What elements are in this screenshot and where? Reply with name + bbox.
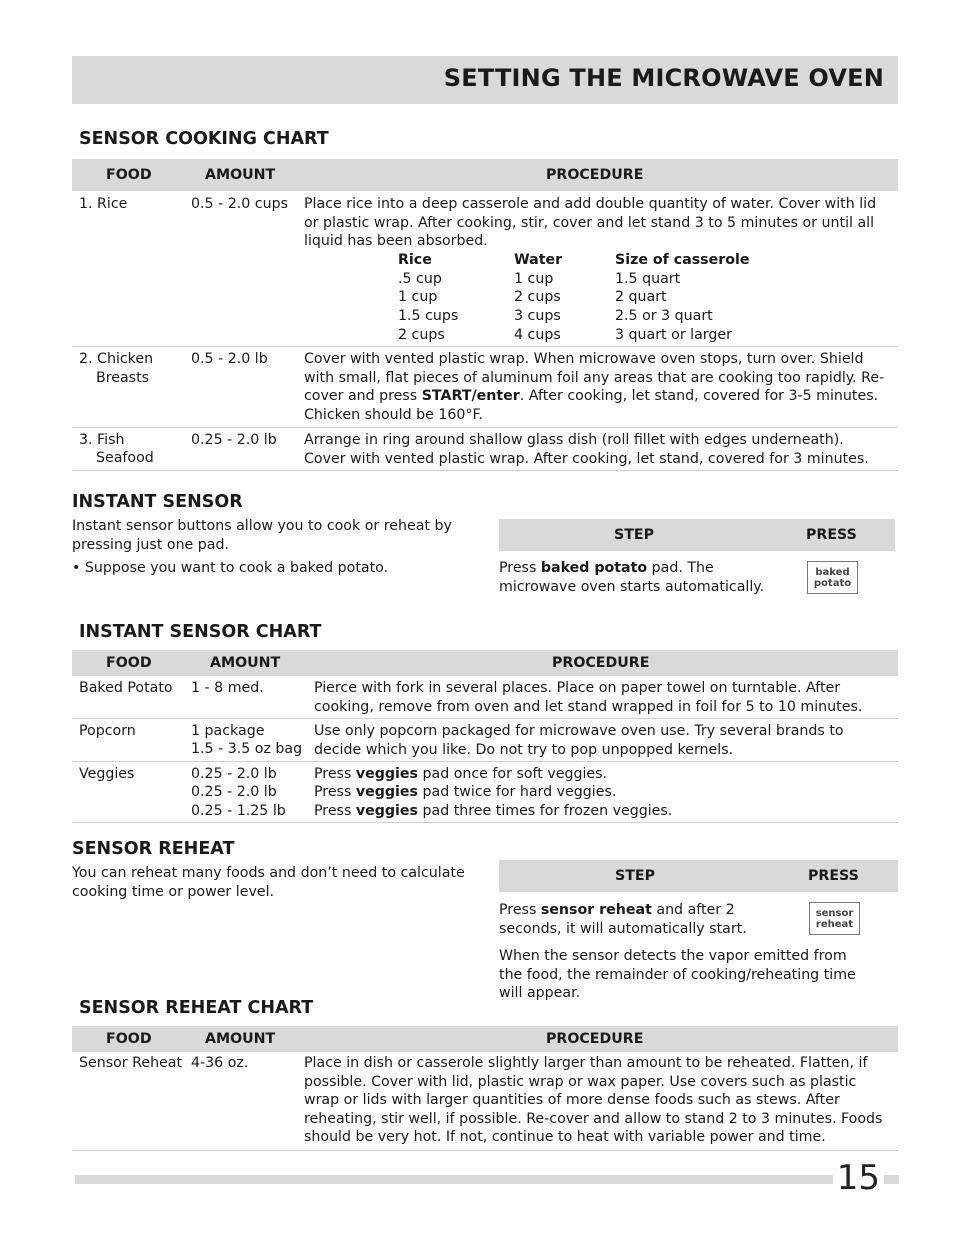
popcorn-procedure: Use only popcorn packaged for microwave oven use. Try several brands to decide which you like. Do not try to pop unpopped kernels.	[314, 723, 844, 758]
rice-table-cell: .5 cup	[398, 271, 442, 287]
sensor-reheat-note: When the sensor detects the vapor emitted from the food, the remainder of cooking/reheating time will appear.	[499, 948, 856, 1002]
sensor-reheat-step: Press sensor reheat and after 2 seconds, it will automatically start.	[499, 902, 747, 937]
instant-chart-header-row	[72, 650, 898, 676]
popcorn-food: Popcorn	[79, 723, 136, 739]
chicken-food-line2: Breasts	[96, 370, 150, 386]
instant-sensor-step-header	[499, 519, 895, 551]
instant-sensor-chart-heading: INSTANT SENSOR CHART	[79, 622, 322, 642]
veggies-food: Veggies	[79, 766, 135, 782]
reheat-amount: 4-36 oz.	[191, 1055, 249, 1071]
veggies-procedure-line: Press veggies pad three times for frozen veggies.	[314, 803, 673, 819]
chicken-amount: 0.5 - 2.0 lb	[191, 351, 268, 367]
col-food-header: FOOD	[106, 655, 152, 671]
step-header: STEP	[615, 868, 655, 884]
sensor-reheat-intro: You can reheat many foods and don’t need to calculate cooking time or power level.	[72, 865, 465, 900]
col-food-header: FOOD	[106, 167, 152, 183]
veggies-amount: 0.25 - 2.0 lb	[191, 766, 277, 782]
rice-subheader-casserole: Size of casserole	[615, 252, 750, 268]
instant-sensor-intro: Instant sensor buttons allow you to cook or reheat by pressing just one pad.	[72, 518, 452, 553]
col-procedure-header: PROCEDURE	[552, 655, 650, 671]
col-amount-header: AMOUNT	[205, 1031, 276, 1047]
rice-table-cell: 1 cup	[514, 271, 554, 287]
fish-procedure: Arrange in ring around shallow glass dish (roll fillet with edges underneath). Cover with vented plastic wrap. After cooking, let stand, covered for 3 minutes.	[304, 432, 869, 467]
page-title: SETTING THE MICROWAVE OVEN	[443, 64, 884, 92]
rice-table-cell: 1.5 cups	[398, 308, 459, 324]
instant-sensor-heading: INSTANT SENSOR	[72, 492, 243, 512]
popcorn-amount-line2: 1.5 - 3.5 oz bag	[191, 741, 303, 757]
baked-potato-pad[interactable]: baked potato	[807, 561, 858, 594]
fish-amount: 0.25 - 2.0 lb	[191, 432, 277, 448]
sensor-reheat-chart-heading: SENSOR REHEAT CHART	[79, 998, 314, 1018]
step-header: STEP	[614, 527, 654, 543]
popcorn-amount: 1 package	[191, 723, 265, 739]
rice-table-cell: 2 quart	[615, 289, 667, 305]
rice-food: 1. Rice	[79, 196, 128, 212]
press-header: PRESS	[808, 868, 859, 884]
veggies-amount: 0.25 - 2.0 lb	[191, 784, 277, 800]
row-divider	[72, 427, 898, 428]
rice-table-cell: 4 cups	[514, 327, 561, 343]
reheat-food: Sensor Reheat	[79, 1055, 183, 1071]
rice-subheader-rice: Rice	[398, 252, 432, 268]
sensor-reheat-heading: SENSOR REHEAT	[72, 839, 235, 859]
col-procedure-header: PROCEDURE	[546, 1031, 644, 1047]
col-amount-header: AMOUNT	[210, 655, 281, 671]
row-divider	[72, 761, 898, 762]
veggies-procedure-line: Press veggies pad once for soft veggies.	[314, 766, 608, 782]
rice-table-cell: 2.5 or 3 quart	[615, 308, 713, 324]
rice-table-cell: 3 cups	[514, 308, 561, 324]
press-header: PRESS	[806, 527, 857, 543]
fish-food-line2: Seafood	[96, 450, 154, 466]
instant-sensor-step: Press baked potato pad. The microwave oven starts automatically.	[499, 560, 765, 595]
potato-amount: 1 - 8 med.	[191, 680, 264, 696]
sensor-cooking-header-row	[72, 159, 898, 191]
veggies-amount: 0.25 - 1.25 lb	[191, 803, 286, 819]
instant-sensor-bullet: • Suppose you want to cook a baked potato.	[72, 560, 389, 576]
col-food-header: FOOD	[106, 1031, 152, 1047]
row-divider	[72, 718, 898, 719]
page-number: 15	[833, 1158, 884, 1198]
veggies-procedure-line: Press veggies pad twice for hard veggies.	[314, 784, 617, 800]
rice-procedure: Place rice into a deep casserole and add double quantity of water. Cover with lid or plastic wrap. After cooking, stir, cover and let stand 3 to 5 minutes or until all liquid has been absorbed.	[304, 196, 877, 250]
fish-food: 3. Fish	[79, 432, 125, 448]
potato-food: Baked Potato	[79, 680, 173, 696]
chicken-food: 2. Chicken	[79, 351, 154, 367]
sensor-reheat-step-header	[499, 860, 898, 892]
rice-amount: 0.5 - 2.0 cups	[191, 196, 288, 212]
rice-table-cell: 2 cups	[398, 327, 445, 343]
col-amount-header: AMOUNT	[205, 167, 276, 183]
rice-table-cell: 2 cups	[514, 289, 561, 305]
row-divider	[72, 1150, 898, 1151]
footer-bar	[75, 1175, 899, 1184]
row-divider	[72, 470, 898, 471]
col-procedure-header: PROCEDURE	[546, 167, 644, 183]
sensor-cooking-heading: SENSOR COOKING CHART	[79, 129, 329, 149]
rice-table-cell: 3 quart or larger	[615, 327, 732, 343]
rice-table-cell: 1.5 quart	[615, 271, 681, 287]
chicken-procedure: Cover with vented plastic wrap. When microwave oven stops, turn over. Shield with small, flat pieces of aluminum foil any areas that are cooking too rapidly. Re-cover and press START/enter. After cooking, let stand, covered for 3-5 minutes. Chicken should be 160°F.	[304, 351, 885, 423]
row-divider	[72, 822, 898, 823]
reheat-chart-header-row	[72, 1026, 898, 1052]
page-title-bar	[72, 56, 898, 104]
reheat-procedure: Place in dish or casserole slightly larger than amount to be reheated. Flatten, if possible. Cover with lid, plastic wrap or wax paper. Use covers such as plastic wrap or lids with larger quantities of more dense foods such as stews. After reheating, stir well, if possible. Re-cover and allow to stand 2 to 3 minutes. Foods should be very hot. If not, continue to heat with variable power and time.	[304, 1055, 883, 1146]
rice-subheader-water: Water	[514, 252, 563, 268]
sensor-reheat-pad[interactable]: sensor reheat	[809, 902, 860, 935]
potato-procedure: Pierce with fork in several places. Place on paper towel on turntable. After cooking, remove from oven and let stand wrapped in foil for 5 to 10 minutes.	[314, 680, 863, 715]
rice-table-cell: 1 cup	[398, 289, 438, 305]
row-divider	[72, 346, 898, 347]
